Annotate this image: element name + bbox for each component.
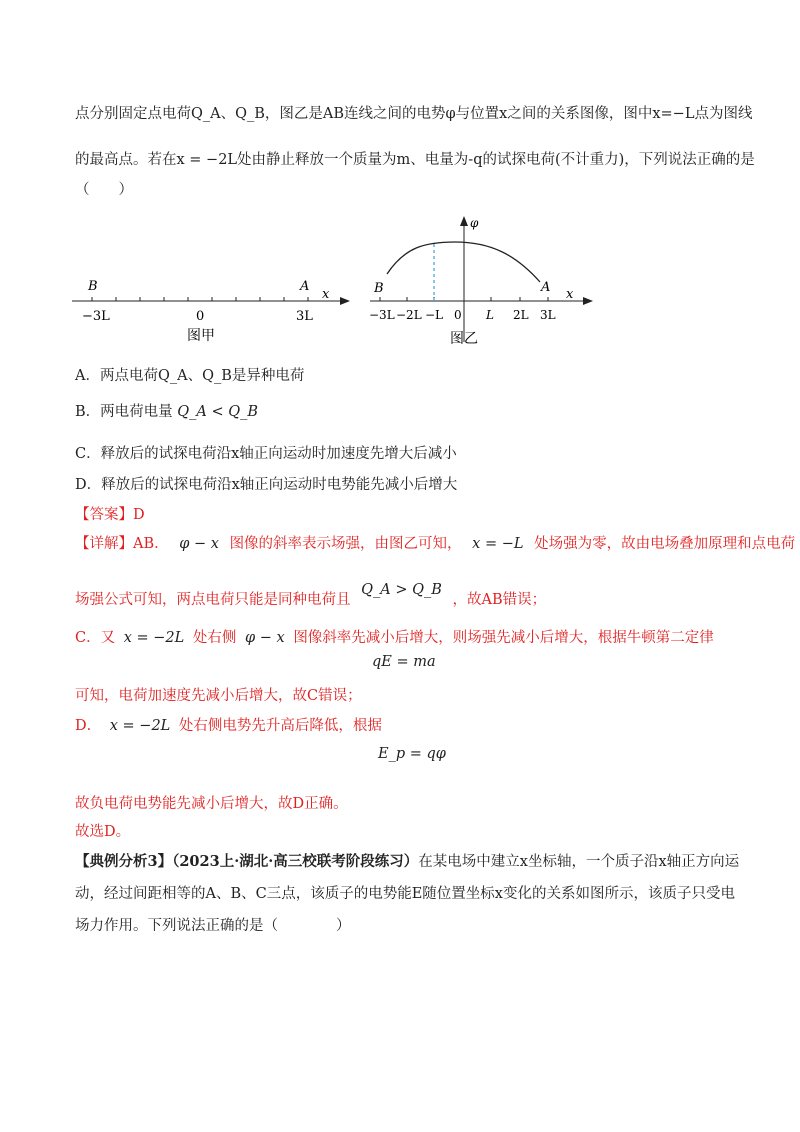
question-line-1: 点分别固定点电荷Q_A、Q_B，图乙是AB连线之间的电势φ与位置x之间的关系图像，图中x=−L点为图线 xyxy=(75,106,753,122)
explanation-line-1 xyxy=(75,534,795,554)
expl-text-3b: 处右侧 xyxy=(192,630,237,646)
option-a: A．两点电荷Q_A、Q_B是异种电荷 xyxy=(75,368,305,384)
jia-axis-x: x xyxy=(322,287,330,302)
explanation-line-2 xyxy=(75,582,547,610)
option-d: D．释放后的试探电荷沿x轴正向运动时电势能先减小后增大 xyxy=(75,477,458,493)
explanation-line-3 xyxy=(75,628,714,648)
yi-axis-phi: φ xyxy=(470,216,479,230)
next-problem-tag: 【典例分析3】 xyxy=(75,853,173,870)
yi-tick-neg3l: −3L xyxy=(369,308,395,322)
jia-tick-neg3l: −3L xyxy=(82,309,110,324)
next-problem-line-3: 场力作用。下列说法正确的是（ ） xyxy=(75,918,351,934)
equation-qe-ma: qE = ma xyxy=(372,654,436,670)
jia-caption: 图甲 xyxy=(187,328,215,344)
option-b xyxy=(75,402,258,422)
next-problem-text-1: 在某电场中建立x坐标轴，一个质子沿x轴正方向运 xyxy=(418,854,740,870)
yi-tick-3l: 3L xyxy=(540,308,556,322)
next-problem-line-2: 动，经过间距相等的A、B、C三点，该质子的电势能E随位置坐标x变化的关系如图所示，该质子只受电 xyxy=(75,886,735,902)
expl-formula-phi-x: φ − x xyxy=(179,536,219,552)
expl-formula-x-neg-l: x = −L xyxy=(472,536,524,552)
yi-caption: 图乙 xyxy=(450,331,478,347)
figure-yi xyxy=(365,212,600,352)
yi-axis-x: x xyxy=(566,287,574,302)
expl-text-2a: 场强公式可知，两点电荷只能是同种电荷且 xyxy=(75,592,351,608)
expl-formula-x-neg-2l: x = −2L xyxy=(123,630,185,646)
next-problem-source: （2023上·湖北·高三校联考阶段练习） xyxy=(172,853,419,870)
expl-text-5a: D． xyxy=(75,718,102,734)
expl-ab-label: 【详解】AB． xyxy=(75,536,169,552)
expl-text-1b: 图像的斜率表示场强，由图乙可知， xyxy=(229,536,462,552)
option-c: C．释放后的试探电荷沿x轴正向运动时加速度先增大后减小 xyxy=(75,446,457,462)
expl-text-2b: ，故AB错误； xyxy=(452,592,547,608)
jia-point-b: B xyxy=(88,279,98,294)
jia-tick-0: 0 xyxy=(196,309,205,324)
yi-point-b: B xyxy=(374,281,384,296)
explanation-line-6: 故负电荷电势能先减小后增大，故D正确。 xyxy=(75,796,348,812)
expl-text-3c: 图像斜率先减小后增大，则场强先减小后增大，根据牛顿第二定律 xyxy=(293,630,714,646)
answer-label: 【答案】D xyxy=(75,507,145,523)
yi-tick-2l: 2L xyxy=(513,308,529,322)
option-b-text: B．两电荷电量 xyxy=(75,404,173,420)
expl-text-1c: 处场强为零，故由电场叠加原理和点电荷 xyxy=(534,536,796,552)
yi-tick-0: 0 xyxy=(454,308,462,322)
equation-ep-qphi: E_p = qφ xyxy=(378,746,446,762)
jia-tick-3l: 3L xyxy=(296,309,313,324)
yi-tick-l: L xyxy=(486,308,494,322)
expl-formula-phi-x-2: φ − x xyxy=(245,630,285,646)
explanation-line-4: 可知，电荷加速度先减小后增大，故C错误； xyxy=(75,688,362,704)
expl-text-5b: 处右侧电势先升高后降低，根据 xyxy=(178,718,382,734)
next-problem-line-1 xyxy=(75,852,739,872)
yi-tick-neg2l: −2L xyxy=(396,308,422,322)
question-line-2: 的最高点。若在x = −2L处由静止释放一个质量为m、电量为-q的试探电荷(不计重力)，下列说法正确的是 xyxy=(75,152,755,168)
figure-jia xyxy=(60,260,360,350)
question-line-3: （ ） xyxy=(75,182,133,198)
yi-tick-negl: −L xyxy=(425,308,444,322)
option-b-formula: Q_A < Q_B xyxy=(177,404,259,420)
explanation-line-7: 故选D。 xyxy=(75,824,131,840)
expl-formula-x-neg-2l-2: x = −2L xyxy=(109,718,171,734)
expl-text-3a: C．又 xyxy=(75,630,116,646)
yi-point-a: A xyxy=(541,280,551,295)
expl-formula-qa-gt-qb: Q_A > Q_B xyxy=(361,582,442,598)
jia-point-a: A xyxy=(300,279,310,294)
explanation-line-5 xyxy=(75,716,382,736)
